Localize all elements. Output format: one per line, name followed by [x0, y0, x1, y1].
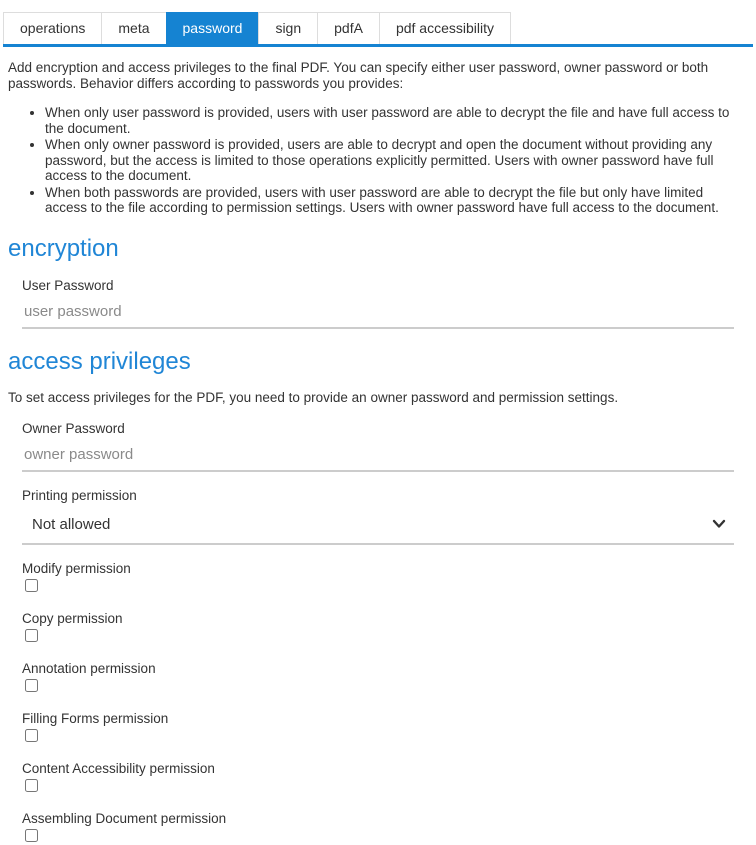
user-password-field[interactable] — [22, 300, 734, 329]
owner-password-label: Owner Password — [22, 421, 125, 436]
intro-bullet-both-passwords: • When both passwords are provided, users with user password are able to decrypt the file but only have limited access to the file according to permission settings. Users with owner password have full access to the document. — [45, 185, 748, 216]
encryption-heading: encryption — [8, 234, 119, 262]
assembling-document-permission-group — [22, 811, 734, 845]
copy-permission-group — [22, 611, 734, 645]
annotation-permission-label: Annotation permission — [22, 661, 156, 676]
tab-meta[interactable]: meta — [101, 12, 166, 44]
printing-permission-label: Printing permission — [22, 488, 137, 503]
tab-bar — [3, 12, 753, 47]
access-privileges-heading: access privileges — [8, 347, 191, 375]
content-accessibility-permission-group — [22, 761, 734, 795]
tab-pdfa[interactable]: pdfA — [317, 12, 380, 44]
owner-password-field[interactable] — [22, 443, 734, 472]
intro-bullet-owner-password: • When only owner password is provided, users are able to decrypt and open the document without providing any password, but the access is limited to those operations explicitly permitted. Users with owner password have full access to the document. — [45, 137, 748, 184]
access-privileges-form — [22, 421, 734, 845]
copy-permission-label: Copy permission — [22, 611, 123, 626]
intro-bullet-list — [8, 105, 748, 216]
printing-permission-select[interactable] — [22, 510, 734, 545]
tab-sign[interactable]: sign — [258, 12, 318, 44]
printing-permission-select-wrap — [22, 510, 734, 545]
filling-forms-permission-label: Filling Forms permission — [22, 711, 169, 726]
filling-forms-permission-checkbox[interactable] — [25, 729, 38, 742]
tab-pdf-accessibility[interactable]: pdf accessibility — [379, 12, 511, 44]
access-privileges-description: To set access privileges for the PDF, you need to provide an owner password and permission settings. — [8, 389, 619, 405]
password-tab-panel — [0, 60, 756, 845]
annotation-permission-checkbox[interactable] — [25, 679, 38, 692]
assembling-document-permission-checkbox[interactable] — [25, 829, 38, 842]
tab-operations[interactable]: operations — [3, 12, 102, 44]
assembling-document-permission-label: Assembling Document permission — [22, 811, 227, 826]
annotation-permission-group — [22, 661, 734, 695]
modify-permission-checkbox[interactable] — [25, 579, 38, 592]
tab-password[interactable]: password — [166, 12, 260, 44]
user-password-label: User Password — [22, 277, 114, 293]
copy-permission-checkbox[interactable] — [25, 629, 38, 642]
content-accessibility-permission-label: Content Accessibility permission — [22, 761, 215, 776]
encryption-form — [22, 278, 734, 329]
modify-permission-label: Modify permission — [22, 561, 131, 576]
content-accessibility-permission-checkbox[interactable] — [25, 779, 38, 792]
filling-forms-permission-group — [22, 711, 734, 745]
modify-permission-group — [22, 561, 734, 595]
intro-bullet-user-password: • When only user password is provided, users with user password are able to decrypt the file and have full access to the document. — [45, 105, 748, 136]
intro-paragraph: Add encryption and access privileges to the final PDF. You can specify either user password, owner password or both passwords. Behavior differs according to passwords you provides: — [8, 60, 709, 91]
